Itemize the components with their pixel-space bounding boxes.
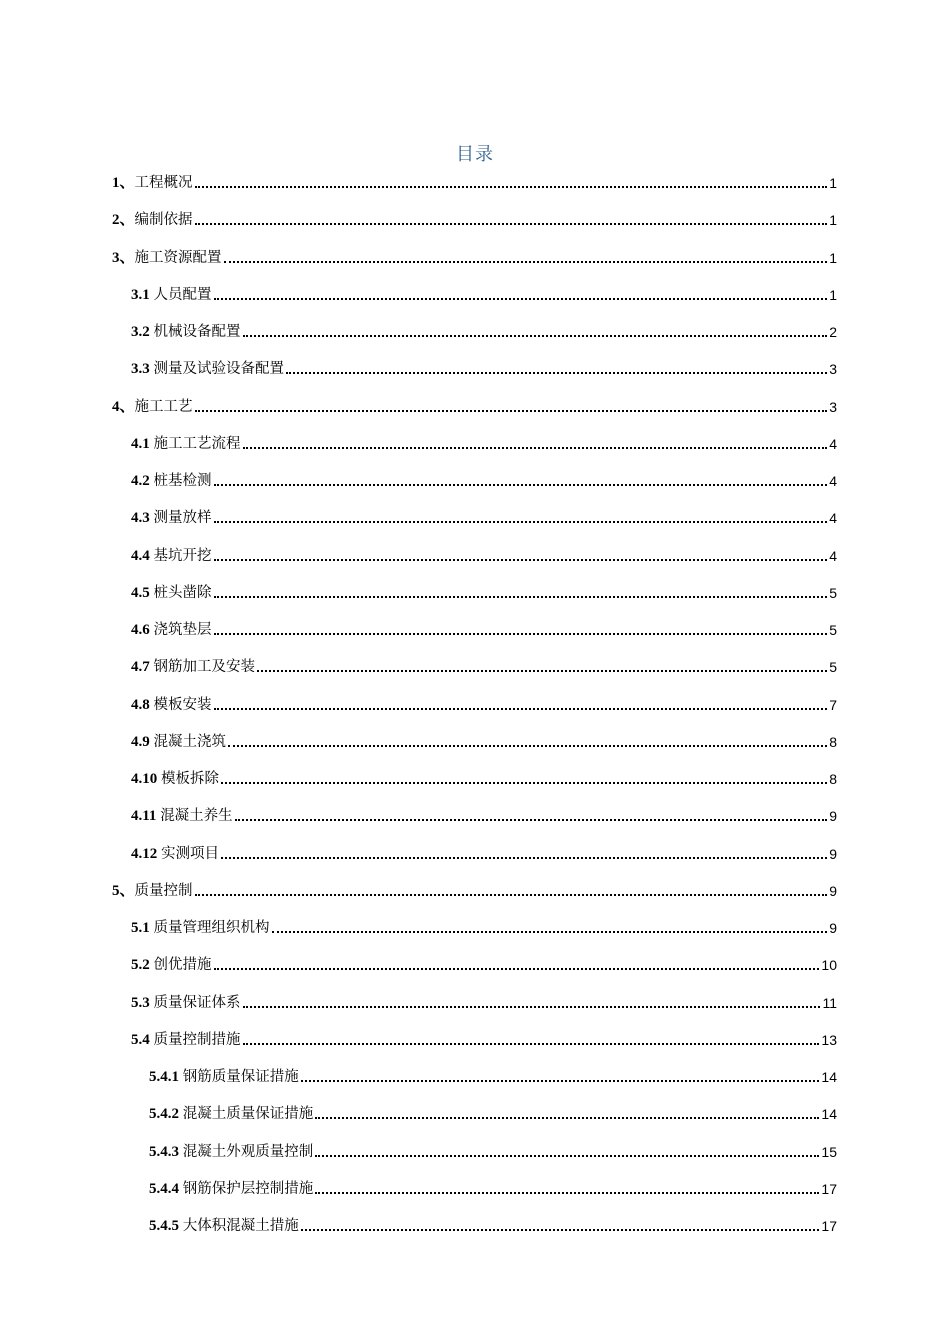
toc-entry-number: 5.4.3 xyxy=(149,1143,183,1160)
dot-leader xyxy=(243,1043,820,1045)
dot-leader xyxy=(228,745,827,747)
toc-entry-page: 14 xyxy=(821,1069,837,1085)
dot-leader xyxy=(257,670,827,672)
toc-entry-label xyxy=(131,583,212,602)
toc-entry-label xyxy=(149,1067,299,1086)
toc-entry-number: 5.4.2 xyxy=(149,1106,183,1123)
toc-entry-page: 5 xyxy=(829,584,837,601)
dot-leader xyxy=(315,1117,819,1119)
toc-entry-page: 13 xyxy=(821,1031,837,1048)
dot-leader xyxy=(301,1080,820,1082)
toc-entry-page: 1 xyxy=(829,286,837,303)
toc-entry-number: 4.7 xyxy=(131,659,154,676)
toc-entry[interactable] xyxy=(131,613,837,639)
dot-leader xyxy=(214,633,828,635)
toc-entry[interactable] xyxy=(131,464,837,490)
dot-leader xyxy=(315,1155,819,1157)
toc-entry[interactable] xyxy=(131,986,837,1012)
toc-entry[interactable] xyxy=(149,1060,837,1086)
toc-entry-number: 4.5 xyxy=(131,584,154,601)
toc-entry-page: 4 xyxy=(829,510,837,527)
toc-entry[interactable] xyxy=(131,762,837,788)
toc-entry-title: 桩头凿除 xyxy=(153,584,212,601)
toc-entry-number: 4.12 xyxy=(131,845,161,862)
toc-entry[interactable] xyxy=(131,1023,837,1049)
toc-entry[interactable] xyxy=(149,1097,837,1123)
toc-entry[interactable] xyxy=(131,650,837,676)
dot-leader xyxy=(214,559,828,561)
dot-leader xyxy=(214,708,828,710)
toc-entry-title: 机械设备配置 xyxy=(153,324,241,340)
toc-entry[interactable] xyxy=(131,911,837,937)
toc-entry-page: 1 xyxy=(829,212,837,229)
dot-leader xyxy=(221,782,827,784)
toc-entry-title: 创优措施 xyxy=(153,957,212,974)
toc-entry[interactable] xyxy=(131,799,837,825)
toc-entry-number: 2、 xyxy=(112,212,135,229)
toc-entry-page: 9 xyxy=(829,920,837,936)
dot-leader xyxy=(235,819,828,821)
toc-entry-number: 4.9 xyxy=(131,733,154,750)
toc-entry-label xyxy=(112,881,193,900)
toc-entry-label xyxy=(149,1216,299,1235)
toc-entry-label xyxy=(149,1179,313,1198)
toc-entry-number: 5.3 xyxy=(131,994,154,1011)
toc-entry-label xyxy=(131,434,241,453)
toc-entry-number: 4.11 xyxy=(131,808,161,825)
toc-entry-label xyxy=(131,620,212,639)
dot-leader xyxy=(243,335,828,337)
dot-leader xyxy=(272,931,828,933)
toc-entry-title: 钢筋质量保证措施 xyxy=(182,1069,299,1085)
toc-entry-number: 4.8 xyxy=(131,696,154,713)
toc-entry-number: 3.1 xyxy=(131,286,154,303)
toc-entry-title: 钢筋加工及安装 xyxy=(153,659,255,676)
toc-entry-number: 5、 xyxy=(112,882,135,899)
dot-leader xyxy=(195,186,828,188)
toc-entry[interactable] xyxy=(112,203,837,229)
toc-entry-label xyxy=(149,1142,313,1161)
toc-entry-page: 5 xyxy=(829,622,837,638)
toc-entry-number: 4.3 xyxy=(131,510,154,527)
toc-entry-page: 7 xyxy=(829,696,837,713)
toc-entry[interactable] xyxy=(112,390,837,416)
toc-entry[interactable] xyxy=(131,352,837,378)
toc-entry-page: 14 xyxy=(821,1106,837,1123)
toc-entry-title: 混凝土养生 xyxy=(160,808,233,825)
toc-entry-title: 混凝土外观质量控制 xyxy=(182,1143,314,1160)
toc-entry-title: 质量保证体系 xyxy=(153,994,241,1011)
toc-entry[interactable] xyxy=(131,688,837,714)
toc-entry-number: 5.4.4 xyxy=(149,1180,183,1197)
toc-entry-number: 4.2 xyxy=(131,473,154,489)
toc-entry-page: 15 xyxy=(821,1143,837,1160)
dot-leader xyxy=(195,410,828,412)
toc-entry-page: 4 xyxy=(829,547,837,564)
dot-leader xyxy=(214,484,828,486)
toc-entry-label xyxy=(131,508,212,527)
toc-entry-title: 大体积混凝土措施 xyxy=(182,1218,299,1234)
dot-leader xyxy=(214,298,828,300)
toc-entry-label xyxy=(112,397,193,416)
toc-entry-label xyxy=(131,322,241,341)
toc-entry-page: 9 xyxy=(829,882,837,899)
toc-entry-label xyxy=(131,769,219,788)
toc-entry-label xyxy=(112,210,193,229)
toc-entry[interactable] xyxy=(131,539,837,565)
toc-entry-title: 模板安装 xyxy=(153,696,212,713)
toc-entry-page: 17 xyxy=(821,1180,837,1197)
toc-entry-label xyxy=(131,657,255,676)
toc-entry-label xyxy=(131,918,270,937)
toc-entry-page: 3 xyxy=(829,361,837,378)
toc-entry[interactable] xyxy=(131,427,837,453)
toc-entry[interactable] xyxy=(131,576,837,602)
toc-entry-label xyxy=(131,844,219,863)
dot-leader xyxy=(195,894,828,896)
toc-entry-label xyxy=(149,1104,313,1123)
toc-entry-title: 浇筑垫层 xyxy=(153,622,212,638)
toc-entry[interactable] xyxy=(149,1135,837,1161)
toc-entry-page: 17 xyxy=(821,1218,837,1234)
dot-leader xyxy=(224,261,828,263)
dot-leader xyxy=(214,521,828,523)
dot-leader xyxy=(195,223,828,225)
toc-entry-number: 3.3 xyxy=(131,361,154,378)
toc-entry[interactable] xyxy=(131,315,837,341)
dot-leader xyxy=(315,1192,819,1194)
toc-entry-title: 测量及试验设备配置 xyxy=(153,361,284,378)
toc-entry-title: 人员配置 xyxy=(153,286,212,303)
toc-entry-label xyxy=(112,248,222,267)
toc-entry-title: 实测项目 xyxy=(161,845,219,862)
toc-entry-title: 混凝土浇筑 xyxy=(153,733,226,750)
toc-entry-label xyxy=(131,732,226,751)
toc-entry-page: 1 xyxy=(829,249,837,266)
toc-entry[interactable] xyxy=(149,1209,837,1235)
toc-entry-title: 施工资源配置 xyxy=(134,249,222,266)
toc-entry-page: 4 xyxy=(829,435,837,452)
dot-leader xyxy=(301,1229,820,1231)
dot-leader xyxy=(214,968,820,970)
toc-entry-title: 桩基检测 xyxy=(153,473,212,489)
dot-leader xyxy=(243,447,828,449)
toc-entry-page: 2 xyxy=(829,324,837,340)
toc-entry-page: 1 xyxy=(829,175,837,191)
toc-entry[interactable] xyxy=(131,501,837,527)
toc-entry-number: 4.6 xyxy=(131,622,154,638)
toc-entry-title: 质量控制 xyxy=(134,882,193,899)
toc-entry-number: 5.4.1 xyxy=(149,1069,183,1085)
toc-entry-number: 4.10 xyxy=(131,771,161,787)
dot-leader xyxy=(214,596,828,598)
toc-entry-number: 5.4.5 xyxy=(149,1218,183,1234)
dot-leader xyxy=(221,857,827,859)
toc-entry[interactable] xyxy=(131,837,837,863)
toc-entry-title: 工程概况 xyxy=(134,175,193,191)
dot-leader xyxy=(286,372,827,374)
toc-entry-number: 3.2 xyxy=(131,324,154,340)
toc-entry-label xyxy=(131,285,212,304)
toc-entry-page: 11 xyxy=(822,994,837,1011)
toc-entry-label xyxy=(112,173,193,192)
toc-entry-title: 质量管理组织机构 xyxy=(153,920,270,936)
toc-entry-number: 3、 xyxy=(112,249,135,266)
toc-entry-page: 9 xyxy=(829,845,837,862)
toc-entry[interactable] xyxy=(131,278,837,304)
toc-entry-title: 施工工艺流程 xyxy=(153,435,241,452)
toc-entry[interactable] xyxy=(131,725,837,751)
toc-entry-number: 1、 xyxy=(112,175,135,191)
toc-entry-number: 4、 xyxy=(112,398,135,415)
toc-entry-page: 8 xyxy=(829,733,837,750)
toc-entry-label xyxy=(131,546,212,565)
toc-entry-page: 9 xyxy=(829,808,837,825)
toc-entry-label xyxy=(131,695,212,714)
toc-entry-page: 3 xyxy=(829,398,837,415)
toc-entry-title: 施工工艺 xyxy=(134,398,193,415)
toc-entry-label xyxy=(131,1030,241,1049)
toc-entry-number: 5.2 xyxy=(131,957,154,974)
toc-entry-page: 5 xyxy=(829,659,837,676)
toc-entry-page: 4 xyxy=(829,473,837,489)
toc-entry-number: 4.4 xyxy=(131,547,154,564)
toc-entry-number: 5.4 xyxy=(131,1031,154,1048)
toc-entry-label xyxy=(131,359,284,378)
toc-entry-title: 质量控制措施 xyxy=(153,1031,241,1048)
toc-entry[interactable] xyxy=(131,948,837,974)
toc-entry-page: 8 xyxy=(829,771,837,787)
toc-entry-label xyxy=(131,955,212,974)
toc-entry-number: 5.1 xyxy=(131,920,154,936)
toc-entry-label xyxy=(131,993,241,1012)
toc-entry-label xyxy=(131,471,212,490)
dot-leader xyxy=(243,1006,821,1008)
toc-entry[interactable] xyxy=(112,166,837,192)
toc-entry-title: 基坑开挖 xyxy=(153,547,212,564)
toc-entry-title: 钢筋保护层控制措施 xyxy=(182,1180,314,1197)
toc-entry-page: 10 xyxy=(821,957,837,974)
toc-entry-title: 混凝土质量保证措施 xyxy=(182,1106,314,1123)
toc-entry[interactable] xyxy=(112,241,837,267)
toc-entry[interactable] xyxy=(112,874,837,900)
toc-entry-title: 测量放样 xyxy=(153,510,212,527)
toc-entry[interactable] xyxy=(149,1172,837,1198)
toc-entry-number: 4.1 xyxy=(131,435,154,452)
toc-entry-title: 模板拆除 xyxy=(161,771,219,787)
toc-entry-title: 编制依据 xyxy=(134,212,193,229)
toc-title: 目录 xyxy=(456,144,494,165)
toc-entry-label xyxy=(131,806,233,825)
